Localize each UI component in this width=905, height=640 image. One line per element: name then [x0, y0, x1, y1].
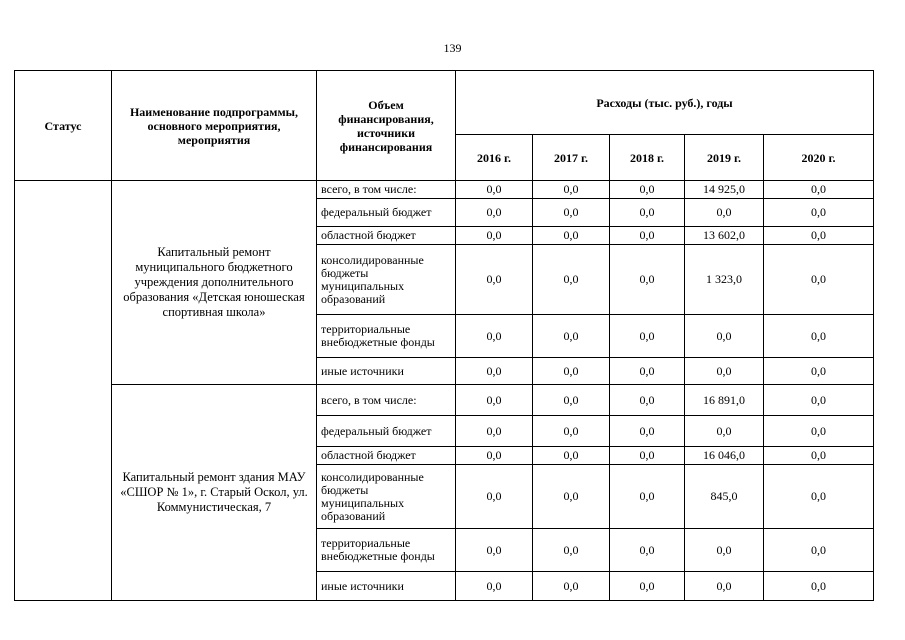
value-cell: 0,0	[456, 315, 533, 358]
header-year: 2017 г.	[533, 135, 610, 181]
header-year: 2019 г.	[685, 135, 764, 181]
header-name: Наименование подпрограммы, основного мероприятия, мероприятия	[112, 71, 317, 181]
value-cell: 0,0	[533, 385, 610, 416]
value-cell: 0,0	[610, 572, 685, 601]
source-cell: консолидированные бюджеты муниципальных образований	[317, 245, 456, 315]
value-cell: 0,0	[456, 227, 533, 245]
value-cell: 0,0	[764, 416, 874, 447]
value-cell: 0,0	[610, 465, 685, 529]
value-cell: 0,0	[764, 181, 874, 199]
value-cell: 16 891,0	[685, 385, 764, 416]
value-cell: 0,0	[533, 529, 610, 572]
value-cell: 0,0	[533, 465, 610, 529]
block-name: Капитальный ремонт здания МАУ «СШОР № 1», г. Старый Оскол, ул. Коммунистическая, 7	[112, 385, 317, 601]
value-cell: 0,0	[456, 447, 533, 465]
value-cell: 0,0	[610, 245, 685, 315]
source-cell: территориальные внебюджетные фонды	[317, 315, 456, 358]
header-status: Статус	[15, 71, 112, 181]
value-cell: 0,0	[764, 245, 874, 315]
value-cell: 0,0	[685, 529, 764, 572]
source-cell: иные источники	[317, 572, 456, 601]
value-cell: 0,0	[610, 358, 685, 385]
source-cell: федеральный бюджет	[317, 416, 456, 447]
value-cell: 0,0	[456, 385, 533, 416]
page-number: 139	[443, 41, 462, 55]
value-cell: 0,0	[610, 227, 685, 245]
value-cell: 0,0	[764, 315, 874, 358]
value-cell: 0,0	[685, 416, 764, 447]
header-year: 2020 г.	[764, 135, 874, 181]
status-cell	[15, 181, 112, 601]
value-cell: 0,0	[456, 572, 533, 601]
value-cell: 0,0	[610, 416, 685, 447]
value-cell: 0,0	[610, 199, 685, 227]
source-cell: всего, в том числе:	[317, 181, 456, 199]
value-cell: 0,0	[764, 199, 874, 227]
header-year: 2016 г.	[456, 135, 533, 181]
value-cell: 13 602,0	[685, 227, 764, 245]
value-cell: 0,0	[533, 572, 610, 601]
block-name: Капитальный ремонт муниципального бюджетного учреждения дополнительного образования «Детская юношеская спортивная школа»	[112, 181, 317, 385]
value-cell: 0,0	[764, 358, 874, 385]
value-cell: 0,0	[533, 199, 610, 227]
value-cell: 0,0	[456, 199, 533, 227]
value-cell: 0,0	[764, 572, 874, 601]
source-cell: федеральный бюджет	[317, 199, 456, 227]
value-cell: 16 046,0	[685, 447, 764, 465]
table-row	[15, 385, 874, 416]
value-cell: 0,0	[533, 358, 610, 385]
value-cell: 0,0	[764, 529, 874, 572]
value-cell: 0,0	[456, 245, 533, 315]
value-cell: 0,0	[456, 181, 533, 199]
value-cell: 0,0	[764, 447, 874, 465]
value-cell: 0,0	[685, 358, 764, 385]
source-cell: областной бюджет	[317, 227, 456, 245]
value-cell: 0,0	[610, 385, 685, 416]
financing-table	[14, 70, 874, 601]
value-cell: 845,0	[685, 465, 764, 529]
value-cell: 0,0	[533, 181, 610, 199]
value-cell: 0,0	[533, 416, 610, 447]
source-cell: всего, в том числе:	[317, 385, 456, 416]
value-cell: 0,0	[533, 245, 610, 315]
source-cell: территориальные внебюджетные фонды	[317, 529, 456, 572]
value-cell: 0,0	[610, 447, 685, 465]
value-cell: 0,0	[610, 315, 685, 358]
value-cell: 0,0	[764, 465, 874, 529]
header-financing: Объем финансирования, источники финансирования	[317, 71, 456, 181]
value-cell: 0,0	[685, 572, 764, 601]
value-cell: 0,0	[533, 315, 610, 358]
value-cell: 0,0	[610, 529, 685, 572]
value-cell: 0,0	[456, 358, 533, 385]
value-cell: 0,0	[533, 447, 610, 465]
value-cell: 0,0	[456, 465, 533, 529]
value-cell: 0,0	[685, 199, 764, 227]
source-cell: областной бюджет	[317, 447, 456, 465]
value-cell: 0,0	[610, 181, 685, 199]
source-cell: иные источники	[317, 358, 456, 385]
value-cell: 0,0	[456, 416, 533, 447]
header-expenses: Расходы (тыс. руб.), годы	[456, 71, 874, 135]
value-cell: 0,0	[764, 227, 874, 245]
value-cell: 0,0	[533, 227, 610, 245]
value-cell: 0,0	[764, 385, 874, 416]
table-row	[15, 181, 874, 199]
value-cell: 0,0	[456, 529, 533, 572]
source-cell: консолидированные бюджеты муниципальных образований	[317, 465, 456, 529]
value-cell: 1 323,0	[685, 245, 764, 315]
header-year: 2018 г.	[610, 135, 685, 181]
value-cell: 0,0	[685, 315, 764, 358]
value-cell: 14 925,0	[685, 181, 764, 199]
